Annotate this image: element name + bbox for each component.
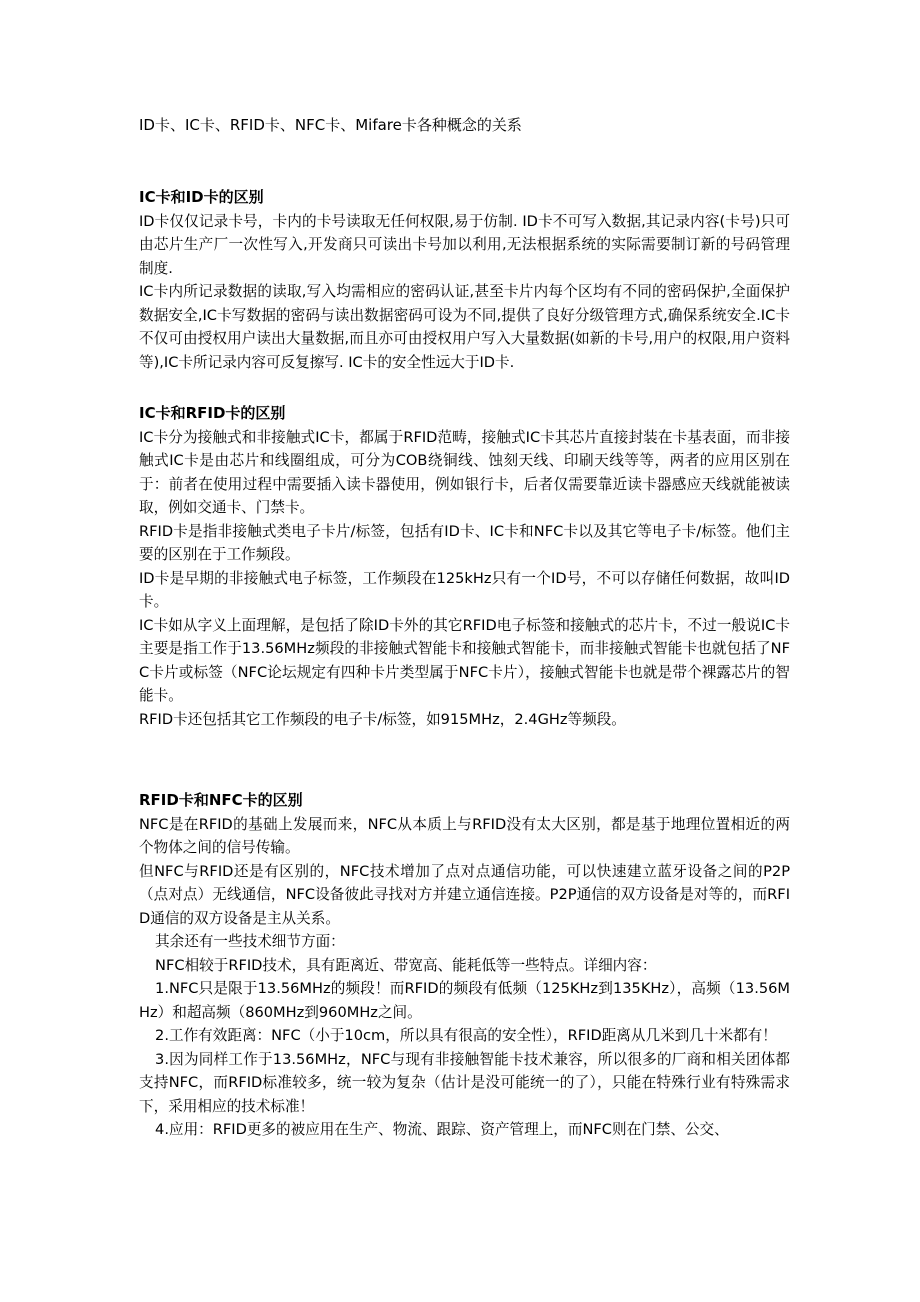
indented-paragraph: NFC相较于RFID技术，具有距离近、带宽高、能耗低等一些特点。详细内容： <box>155 956 657 974</box>
paragraph: ID卡仅仅记录卡号，卡内的卡号读取无任何权限,易于仿制. ID卡不可写入数据,其记录内容(卡号)只可由芯片生产厂一次性写入,开发商只可读出卡号加以利用,无法根据系统的实际需要制订新的号码管理制度. <box>139 212 790 277</box>
indented-paragraph: 1.NFC只是限于13.56MHz的频段！而RFID的频段有低频（125KHz到135KHz），高频（13.56MHz）和超高频（860MHz到960MHz之间。 <box>139 980 790 1021</box>
document-title: ID卡、IC卡、RFID卡、NFC卡、Mifare卡各种概念的关系 <box>139 116 522 134</box>
paragraph: ID卡是早期的非接触式电子标签，工作频段在125kHz只有一个ID号，不可以存储任何数据，故叫ID卡。 <box>139 569 790 610</box>
indented-paragraph: 3.因为同样工作于13.56MHz，NFC与现有非接触智能卡技术兼容，所以很多的厂商和相关团体都支持NFC，而RFID标准较多，统一较为复杂（估计是没可能统一的了），只能在特殊行业有特殊需求下，采用相应的技术标准！ <box>139 1050 790 1115</box>
section-heading: RFID卡和NFC卡的区别 <box>139 791 303 809</box>
section-ic-vs-id <box>139 186 790 374</box>
paragraph: NFC是在RFID的基础上发展而来，NFC从本质上与RFID没有太大区别，都是基于地理位置相近的两个物体之间的信号传输。 <box>139 815 790 856</box>
paragraph: IC卡内所记录数据的读取,写入均需相应的密码认证,甚至卡片内每个区均有不同的密码保护,全面保护数据安全,IC卡写数据的密码与读出数据密码可设为不同,提供了良好分级管理方式,确保系统安全.IC卡不仅可由授权用户读出大量数据,而且亦可由授权用户写入大量数据(如新的卡号,用户的权限,用户资料等),IC卡所记录内容可反复擦写. IC卡的安全性远大于ID卡. <box>139 283 790 371</box>
paragraph: RFID卡还包括其它工作频段的电子卡/标签，如915MHz，2.4GHz等频段。 <box>139 710 626 728</box>
indented-paragraph: 2.工作有效距离：NFC（小于10cm，所以具有很高的安全性），RFID距离从几米到几十米都有！ <box>155 1027 777 1044</box>
paragraph: IC卡分为接触式和非接触式IC卡，都属于RFID范畴，接触式IC卡其芯片直接封装在卡基表面，而非接触式IC卡是由芯片和线圈组成，可分为COB绕铜线、蚀刻天线、印刷天线等等，两者的应用区别在于：前者在使用过程中需要插入读卡器使用，例如银行卡，后者仅需要靠近读卡器感应天线就能被读取，例如交通卡、门禁卡。 <box>139 428 790 516</box>
section-heading: IC卡和ID卡的区别 <box>139 188 264 206</box>
paragraph: RFID卡是指非接触式类电子卡片/标签，包括有ID卡、IC卡和NFC卡以及其它等电子卡/标签。他们主要的区别在于工作频段。 <box>139 522 790 563</box>
paragraph: 但NFC与RFID还是有区别的，NFC技术增加了点对点通信功能，可以快速建立蓝牙设备之间的P2P（点对点）无线通信，NFC设备彼此寻找对方并建立通信连接。P2P通信的双方设备是对等的，而RFID通信的双方设备是主从关系。 <box>139 862 790 927</box>
section-rfid-vs-nfc <box>139 789 790 1142</box>
indented-paragraph: 其余还有一些技术细节方面： <box>155 933 345 950</box>
indented-paragraph: 4.应用：RFID更多的被应用在生产、物流、跟踪、资产管理上，而NFC则在门禁、公交、 <box>155 1121 729 1138</box>
section-ic-vs-rfid <box>139 402 790 731</box>
section-heading: IC卡和RFID卡的区别 <box>139 404 286 422</box>
paragraph: IC卡如从字义上面理解，是包括了除ID卡外的其它RFID电子标签和接触式的芯片卡，不过一般说IC卡主要是指工作于13.56MHz频段的非接触式智能卡和接触式智能卡，而非接触式智能卡也就包括了NFC卡片或标签（NFC论坛规定有四种卡片类型属于NFC卡片），接触式智能卡也就是带个裸露芯片的智能卡。 <box>139 616 790 704</box>
